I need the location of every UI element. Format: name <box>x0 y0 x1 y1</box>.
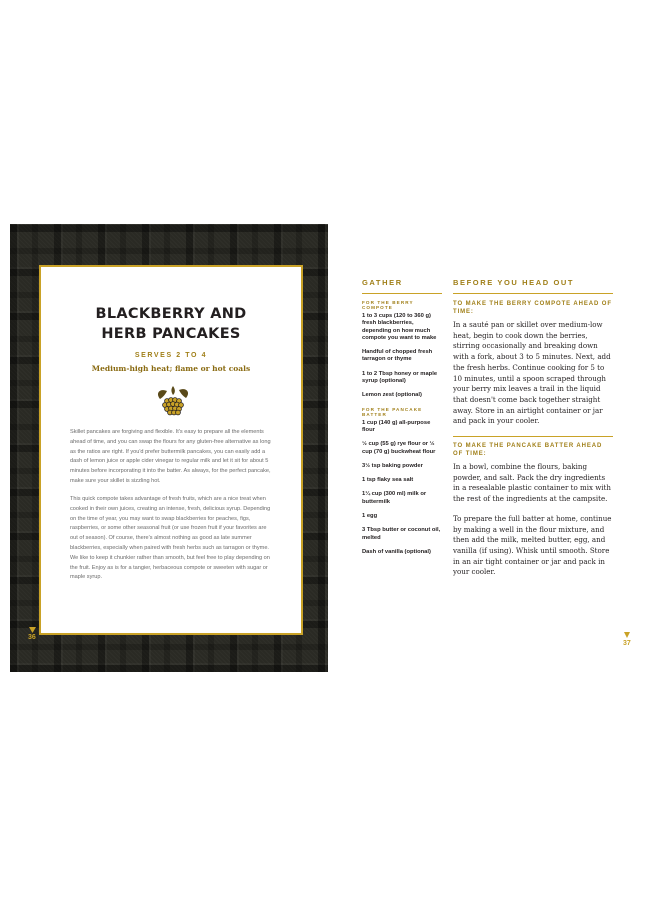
batter-instructions-1: In a bowl, combine the flours, baking powder, and salt. Pack the dry ingredients in a resealable plastic container to mix with the rest of the ingredients at the campsite. <box>453 462 611 504</box>
page-marker-arrow-icon <box>624 632 630 638</box>
before-you-head-out-column <box>453 278 613 587</box>
left-page-plaid-background <box>10 224 328 672</box>
gather-column <box>362 278 442 563</box>
ingredient-item: ½ cup (55 g) rye flour or ½ cup (70 g) buckwheat flour <box>362 441 436 455</box>
ingredient-item: 3 Tbsp butter or coconut oil, melted <box>362 527 441 541</box>
intro-paragraph-2: This quick compote takes advantage of fresh fruits, which are a nice treat when cooked in their own juices, creating an intense, fresh, delicious syrup. Depending on the time of year, you may want to swap blackberries for peaches, figs, raspberries, or some other seasonal fruit (or use frozen fruit if your favorites are out of season). Of course, there's almost nothing as good as late summer blackberries, especially when paired with fresh herbs such as tarragon or thyme. We like to keep it chunkier rather than smooth, but feel free to play depending on the fruit. Enjoy as is for a tangier, herbaceous compote or sweeten with sugar or maple syrup. <box>70 496 271 581</box>
recipe-title <box>41 304 301 344</box>
batter-subheading: TO MAKE THE PANCAKE BATTER AHEAD OF TIME: <box>453 443 603 458</box>
ingredient-item: 1¼ cup (300 ml) milk or buttermilk <box>362 491 427 505</box>
batter-instructions-2: To prepare the full batter at home, continue by making a well in the flour mixture, and then add the milk, melted butter, egg, and vanilla (if using). Whisk until smooth. Store in an air tight container or jar and pack in your cooler. <box>453 513 612 577</box>
serves-label: SERVES 2 TO 4 <box>134 352 208 359</box>
ingredient-item: 1 tsp flaky sea salt <box>362 477 414 484</box>
gather-heading: GATHER <box>362 278 442 294</box>
compote-subheading: TO MAKE THE BERRY COMPOTE AHEAD OF TIME: <box>453 301 612 315</box>
before-heading: BEFORE YOU HEAD OUT <box>453 278 613 294</box>
recipe-title-line1: BLACKBERRY AND <box>95 306 247 322</box>
heat-label: Medium-high heat; flame or hot coals <box>91 364 251 373</box>
page-number-right: 37 <box>623 640 631 647</box>
page-number-left: 36 <box>28 634 36 641</box>
berry-compote-subheading: FOR THE BERRY COMPOTE <box>362 300 414 310</box>
page-marker-arrow-icon <box>29 627 36 633</box>
ingredient-item: 1 to 3 cups (120 to 360 g) fresh blackberries, depending on how much compote you want to make <box>362 313 437 341</box>
recipe-card <box>39 265 303 635</box>
ingredient-item: Lemon zest (optional) <box>362 392 422 399</box>
ingredient-item: 1 egg <box>362 513 378 520</box>
ingredient-item: 1 cup (140 g) all-purpose flour <box>362 419 431 433</box>
compote-instructions: In a sauté pan or skillet over medium-low heat, begin to cook down the berries, stirring occasionally and breaking down with a fork, about 3 to 5 minutes. Next, add the fresh herbs. Continue cooking for 5 to 10 minutes, until a spoon scraped through your berry mix leaves a trail in the liquid that doesn't come back together straight away. Store in an airtight container or jar and pack in your cooler. <box>453 320 611 426</box>
pancake-batter-subheading: FOR THE PANCAKE BATTER <box>362 406 423 417</box>
ingredient-item: 1 to 2 Tbsp honey or maple syrup (optional) <box>362 370 438 385</box>
blackberry-icon <box>154 383 192 417</box>
ingredient-item: Dash of vanilla (optional) <box>362 548 431 555</box>
ingredient-item: Handful of chopped fresh tarragon or thyme <box>362 349 433 363</box>
intro-paragraph-1: Skillet pancakes are forgiving and flexible. It's easy to prepare all the elements ahead of time, and you can swap the flours for any gluten-free alternative as long as the ratios are right. If you'd prefer buttermilk pancakes, you can easily add a dash of lemon juice or apple cider vinegar to regular milk and let it sit for about 5 minutes before incorporating it into the batter. As always, for the perfect pancake, make sure your skillet is sizzling hot. <box>70 429 271 484</box>
recipe-title-line2: HERB PANCAKES <box>101 326 241 342</box>
ingredient-item: 3½ tsp baking powder <box>362 462 423 469</box>
section-divider <box>453 436 613 437</box>
